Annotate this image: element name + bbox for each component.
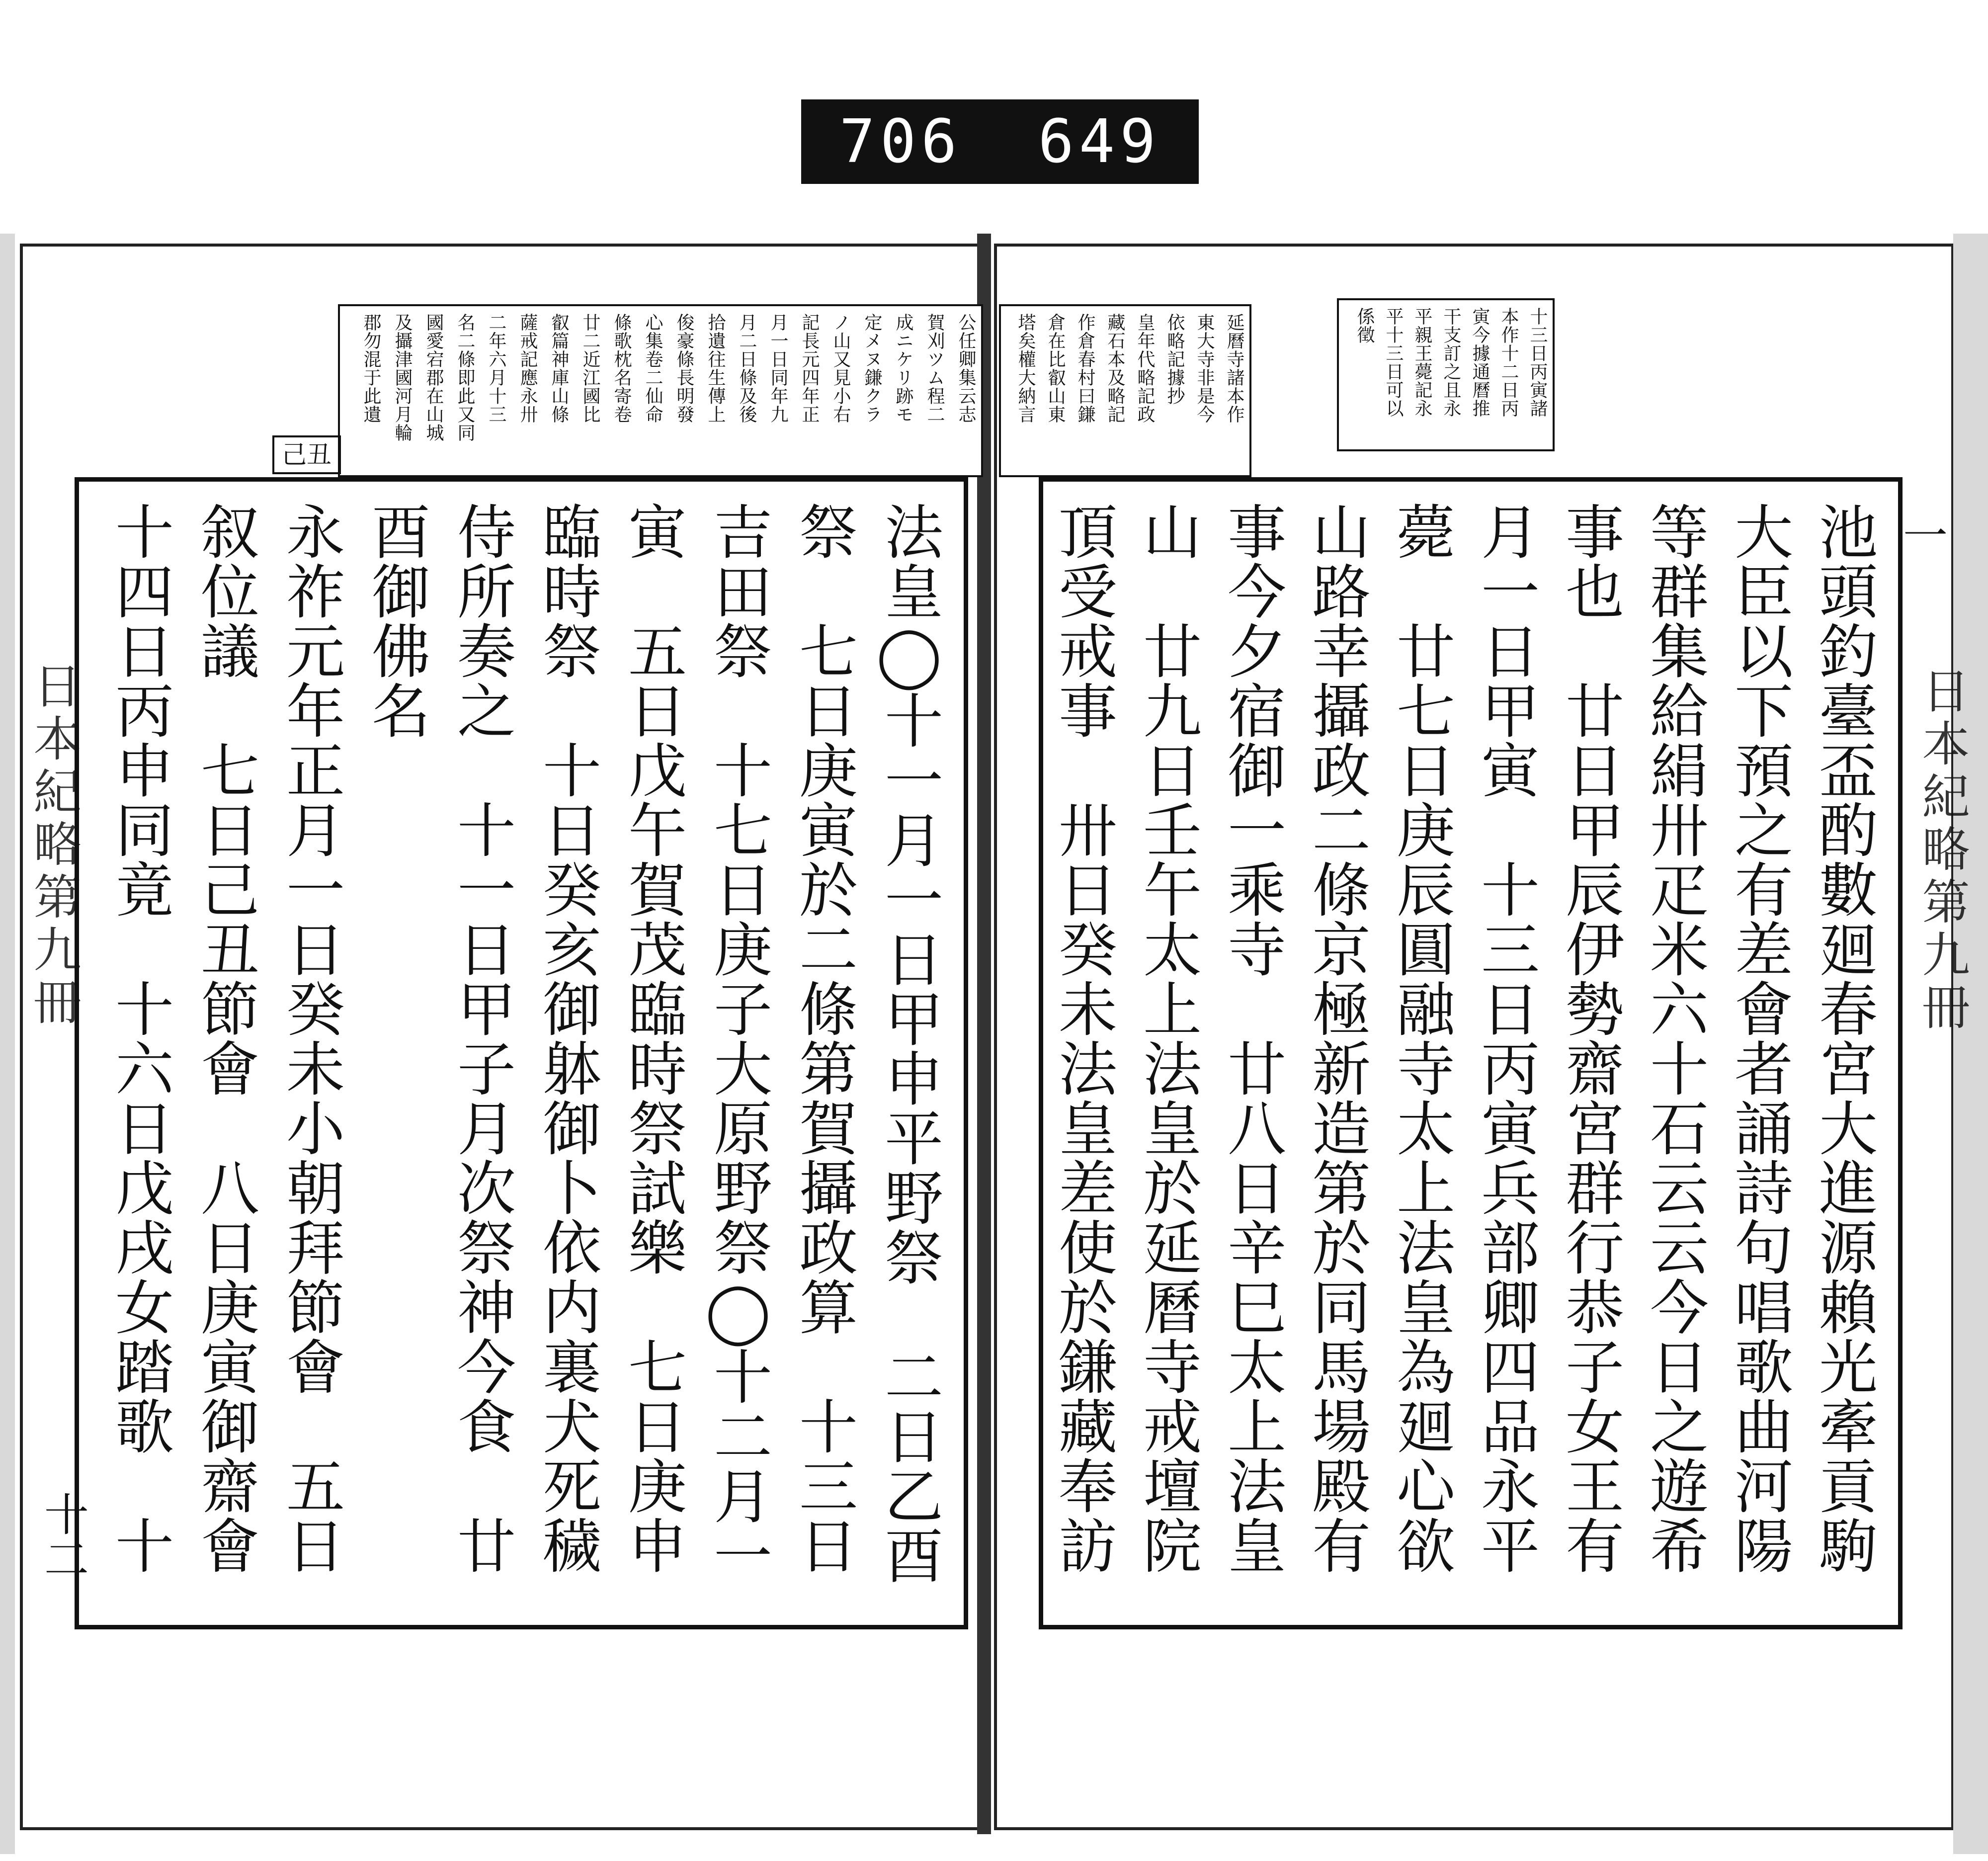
right-header-note-a <box>1337 298 1555 451</box>
note-column: 十三日丙寅諸 <box>1527 307 1548 418</box>
text-column: 山 廿九日壬午太上法皇於延曆寺戒壇院 <box>1133 502 1202 1575</box>
note-column: 東大寺非是今 <box>1194 313 1215 423</box>
cycle-mark: 己丑 <box>272 435 341 474</box>
text-column: 叙位議 七日己丑節會 八日庚寅御齋會 <box>191 502 259 1575</box>
note-column: 俊豪條長明發 <box>674 313 694 423</box>
note-column: 成ニケリ跡モ <box>893 313 913 423</box>
text-column: 祭 七日庚寅於二條第賀攝政算 十三日 <box>789 502 858 1575</box>
left-header-note <box>338 304 983 477</box>
note-column: 皇年代略記政 <box>1135 313 1155 423</box>
note-column: 月一日同年九 <box>768 313 788 423</box>
note-column: 本作十二日丙 <box>1498 307 1519 418</box>
note-column: 作倉春村曰鎌 <box>1075 313 1095 423</box>
note-column: ノ山又見小右 <box>830 313 851 423</box>
note-column: 延曆寺諸本作 <box>1224 313 1244 423</box>
text-column: 事也 廿日甲辰伊勢齋宮群行恭子女王有 <box>1556 502 1624 1575</box>
note-column: 平十三日可以 <box>1383 307 1404 418</box>
text-column: 侍所奏之 十一日甲子月次祭神今食 廿 <box>447 502 516 1575</box>
text-column: 寅 五日戊午賀茂臨時祭試樂 七日庚申 <box>618 502 687 1575</box>
film-number-left: 706 <box>839 107 962 176</box>
page-edge-shadow-left <box>0 234 15 1854</box>
text-column: 頂受戒事 卅日癸未法皇差使於鎌藏奉訪 <box>1049 502 1117 1575</box>
note-column: 國愛宕郡在山城 <box>423 313 444 442</box>
note-column: 記長元四年正 <box>799 313 820 423</box>
note-column: 廿二近江國比 <box>580 313 600 423</box>
note-column: 寅今據通曆推 <box>1470 307 1490 418</box>
text-column: 池頭釣臺盃酌數廻春宮大進源賴光牽貢駒 <box>1809 502 1878 1575</box>
running-title-left: 日本紀略第九冊 <box>26 661 82 1030</box>
note-column: 賀刈ツム程二 <box>924 313 945 423</box>
note-column: 郡勿混于此遺 <box>361 313 381 423</box>
note-column: 條歌枕名寄卷 <box>611 313 632 423</box>
note-column: 心集卷二仙命 <box>643 313 663 423</box>
text-column: 臨時祭 十日癸亥御躰御卜依内裏犬死穢 <box>533 502 601 1575</box>
note-column: 薩戒記應永卅 <box>517 313 538 423</box>
note-column: 塔矣權大納言 <box>1015 313 1036 423</box>
text-column: 等群集給絹卅疋米六十石云云今日之遊希 <box>1640 502 1709 1575</box>
note-column: 干支訂之且永 <box>1441 307 1461 418</box>
note-column: 倉在比叡山東 <box>1045 313 1066 423</box>
text-column: 法皇◯十一月一日甲申平野祭 二日乙酉 <box>875 502 943 1585</box>
note-column: 叡篇神庫山條 <box>549 313 569 423</box>
note-column: 二年六月十三 <box>486 313 506 423</box>
right-main-text <box>1039 477 1903 1629</box>
note-column: 依略記據抄 <box>1164 313 1185 405</box>
text-column: 十四日丙申同竟 十六日戊戌女踏歌 十 <box>105 502 174 1575</box>
note-column: 藏石本及略記 <box>1105 313 1125 423</box>
text-column: 薨 廿七日庚辰圓融寺太上法皇為廻心欲 <box>1387 502 1455 1575</box>
note-column: 平親王薨記永 <box>1412 307 1432 418</box>
text-column: 大臣以下預之有差會者誦詩句唱歌曲河陽 <box>1725 502 1793 1575</box>
note-column: 定メヌ鎌クラ <box>862 313 882 423</box>
note-column: 及攝津國河月輪 <box>392 313 413 442</box>
note-column: 拾遺往生傳上 <box>705 313 726 423</box>
running-title-right: 日本紀略第九冊 <box>1914 666 1970 1035</box>
text-column: 事今夕宿御一乘寺 廿八日辛巳太上法皇 <box>1218 502 1286 1575</box>
microfilm-label <box>801 99 1199 184</box>
note-column: 月二日條及後 <box>737 313 757 423</box>
text-column: 月一日甲寅 十三日丙寅兵部卿四品永平 <box>1471 502 1540 1575</box>
right-header-note-b <box>999 304 1251 477</box>
page-number-left: 十二 <box>36 1491 88 1581</box>
text-column: 山路幸攝政二條京極新造第於同馬場殿有 <box>1302 502 1371 1575</box>
left-main-text <box>75 477 968 1629</box>
page-number-right: 一 <box>1895 512 1947 557</box>
film-number-right: 649 <box>1038 107 1161 176</box>
note-column: 名二條即此又同 <box>455 313 475 442</box>
text-column: 永祚元年正月一日癸未小朝拜節會 五日 <box>276 502 345 1575</box>
note-column: 公任卿集云志 <box>956 313 976 423</box>
text-column: 酉御佛名 <box>362 502 430 740</box>
text-column: 吉田祭 十七日庚子大原野祭◯十二月一 <box>704 502 772 1585</box>
note-column: 係徵 <box>1354 307 1375 344</box>
